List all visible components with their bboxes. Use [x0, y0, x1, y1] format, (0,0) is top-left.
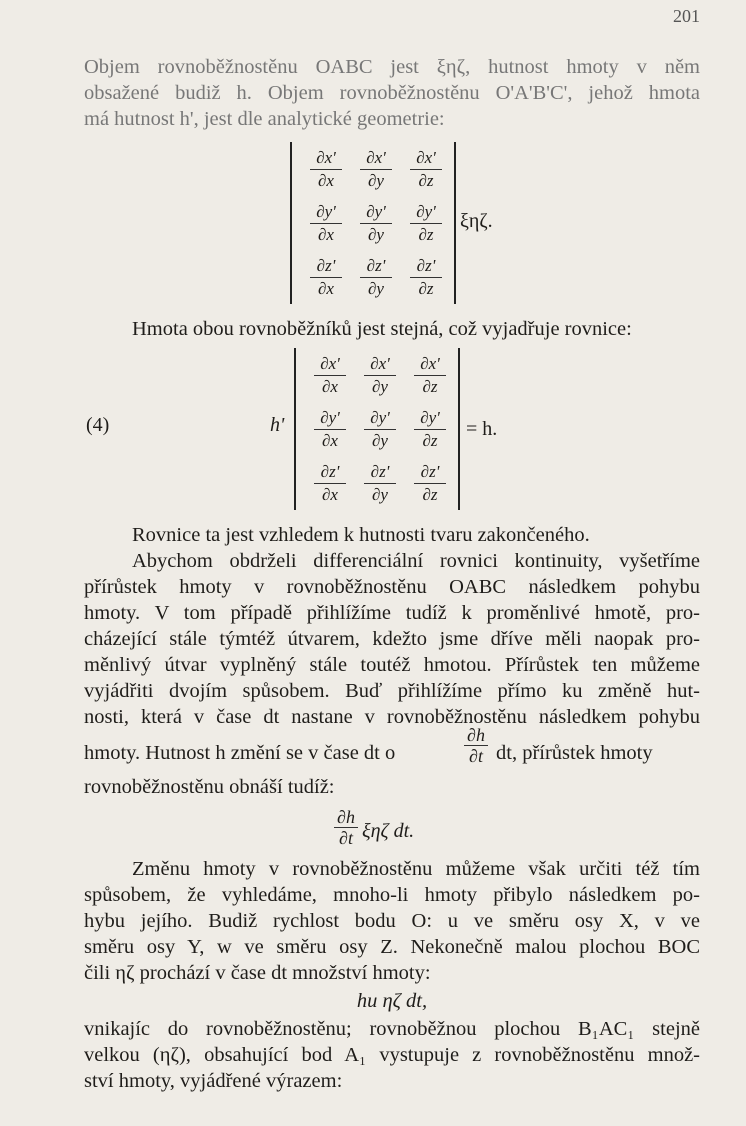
entry-denominator: ∂z [418, 279, 434, 298]
formula-rest: ξηζ dt. [362, 820, 415, 842]
fraction-dh-dt [334, 808, 358, 847]
matrix-entry [360, 354, 400, 397]
entry-denominator: ∂x [322, 485, 338, 504]
entry-numerator: ∂z' [366, 256, 386, 275]
entry-numerator: ∂y' [416, 202, 436, 221]
entry-numerator: ∂x' [366, 148, 386, 167]
matrix-entry [410, 462, 450, 505]
entry-denominator: ∂z [418, 225, 434, 244]
entry-denominator: ∂y [372, 485, 388, 504]
entry-numerator: ∂z' [416, 256, 436, 275]
entry-denominator: ∂y [372, 431, 388, 450]
entry-denominator: ∂x [318, 225, 334, 244]
frac-denominator: ∂t [339, 828, 353, 848]
entry-denominator: ∂x [318, 279, 334, 298]
text-line: čili ηζ prochází v čase dt množství hmoty: [84, 962, 431, 984]
text-line: Objem rovnoběžnostěnu OABC jest ξηζ, hutnost hmoty v něm [84, 56, 700, 78]
text-line: dt, přírůstek hmoty [496, 742, 653, 764]
matrix-entry [410, 354, 450, 397]
formula-flux: hu ηζ dt, [356, 990, 428, 1012]
entry-denominator: ∂z [422, 377, 438, 396]
text-line: Hmota obou rovnoběžníků jest stejná, což vyjadřuje rovnice: [132, 318, 632, 340]
text-line: nosti, která v čase dt nastane v rovnoběžnostěnu následkem pohybu [84, 706, 700, 728]
matrix-entry [310, 408, 350, 451]
equation-4-determinant [294, 348, 460, 510]
equation-number: (4) [86, 414, 110, 436]
text-line: Abychom obdrželi differenciální rovnici kontinuity, vyšetříme [132, 550, 700, 572]
matrix-entry [360, 408, 400, 451]
entry-numerator: ∂y' [420, 408, 440, 427]
entry-numerator: ∂x' [320, 354, 340, 373]
frac-numerator: ∂h [467, 725, 485, 745]
text-line: měnlivý útvar vyplněný stále toutéž hmotou. Přírůstek ten můžeme [84, 654, 700, 676]
matrix-entry [310, 462, 350, 505]
text-line: rovnoběžnostěnu obnáší tudíž: [84, 776, 335, 798]
entry-numerator: ∂y' [370, 408, 390, 427]
entry-denominator: ∂x [322, 431, 338, 450]
text-line: Změnu hmoty v rovnoběžnostěnu můžeme však určiti též tím [132, 858, 700, 880]
entry-numerator: ∂z' [420, 462, 440, 481]
entry-numerator: ∂x' [316, 148, 336, 167]
entry-numerator: ∂z' [316, 256, 336, 275]
entry-denominator: ∂x [322, 377, 338, 396]
jacobian-determinant [290, 142, 456, 304]
matrix-entry [406, 148, 446, 191]
equation-suffix: = h. [466, 418, 498, 440]
page-number: 201 [673, 6, 700, 26]
text-line: obsažené budiž h. Objem rovnoběžnostěnu O'A'B'C', jehož hmota [84, 82, 700, 104]
text-line: ství hmoty, vyjádřené výrazem: [84, 1070, 343, 1092]
entry-numerator: ∂z' [370, 462, 390, 481]
matrix-entry [306, 256, 346, 299]
entry-denominator: ∂z [422, 431, 438, 450]
entry-denominator: ∂x [318, 171, 334, 190]
matrix-entry [360, 462, 400, 505]
frac-denominator: ∂t [469, 746, 483, 766]
matrix-entry [356, 148, 396, 191]
text-line: velkou (ηζ), obsahující bod A₁ vystupuje z rovnoběžnostěnu množ- [84, 1044, 700, 1066]
entry-numerator: ∂y' [320, 408, 340, 427]
entry-numerator: ∂y' [316, 202, 336, 221]
matrix-entry [406, 256, 446, 299]
entry-denominator: ∂y [368, 171, 384, 190]
frac-numerator: ∂h [337, 807, 355, 827]
entry-denominator: ∂y [372, 377, 388, 396]
text-line: Rovnice ta jest vzhledem k hutnosti tvaru zakončeného. [132, 524, 590, 546]
equation-prefix: h' [270, 414, 285, 436]
entry-denominator: ∂z [418, 171, 434, 190]
matrix-entry [406, 202, 446, 245]
entry-numerator: ∂x' [416, 148, 436, 167]
matrix-entry [310, 354, 350, 397]
entry-denominator: ∂y [368, 279, 384, 298]
matrix-entry [306, 202, 346, 245]
text-line: má hutnost h', jest dle analytické geometrie: [84, 108, 445, 130]
determinant-factor: ξηζ. [460, 210, 493, 232]
entry-denominator: ∂z [422, 485, 438, 504]
matrix-entry [356, 256, 396, 299]
text-line: vnikajíc do rovnoběžnostěnu; rovnoběžnou plochou B₁AC₁ stejně [84, 1018, 700, 1040]
matrix-entry [356, 202, 396, 245]
entry-numerator: ∂z' [320, 462, 340, 481]
fraction-dh-dt [464, 726, 488, 765]
text-line: vyjádřiti dvojím spůsobem. Buď přihlížíme přímo ku změně hut- [84, 680, 700, 702]
text-line: směru osy Y, w ve směru osy Z. Nekonečně malou plochou BOC [84, 936, 700, 958]
entry-numerator: ∂x' [370, 354, 390, 373]
entry-numerator: ∂x' [420, 354, 440, 373]
hutnost-before: hmoty. Hutnost h změní se v čase dt o [84, 742, 396, 764]
matrix-entry [410, 408, 450, 451]
entry-denominator: ∂y [368, 225, 384, 244]
entry-numerator: ∂y' [366, 202, 386, 221]
text-line: hmoty. V tom případě přihlížíme tudíž k proměnlivé hmotě, pro- [84, 602, 700, 624]
matrix-entry [306, 148, 346, 191]
text-line: přírůstek hmoty v rovnoběžnostěnu OABC následkem pohybu [84, 576, 700, 598]
text-line: cházející stále týmtéž útvarem, kdežto jsme dříve měli naopak pro- [84, 628, 700, 650]
text-line: spůsobem, že vyhledáme, mnoho-li hmoty přibylo následkem po- [84, 884, 700, 906]
text-line: hybu jejího. Budiž rychlost bodu O: u ve směru osy X, v ve [84, 910, 700, 932]
